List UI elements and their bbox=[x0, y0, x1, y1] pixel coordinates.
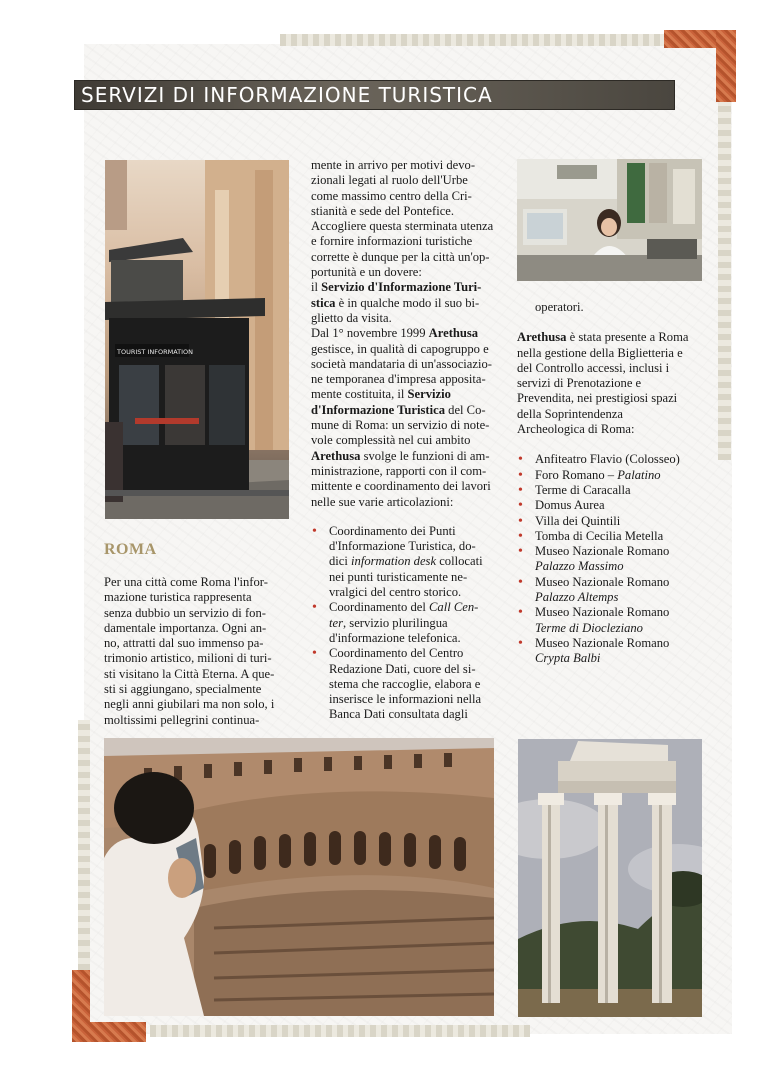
text-line: ne temporanea d'impresa apposita- bbox=[311, 372, 486, 387]
text-line: nei punti turisticamente ne- bbox=[329, 569, 468, 584]
text-line: damentale importanza. Ogni an- bbox=[104, 620, 267, 635]
site-name: Museo Nazionale Romano bbox=[535, 635, 670, 650]
list-item-site bbox=[517, 529, 717, 544]
list-item-site bbox=[517, 514, 717, 529]
text-line: gestisce, in qualità di capogruppo e bbox=[311, 341, 489, 356]
text-line: trimonio artistico, milioni di turi- bbox=[104, 651, 272, 666]
text-line: glietto da visita. bbox=[311, 310, 392, 325]
text-run: collocati bbox=[436, 554, 483, 569]
text-line: no, attratti dal suo immenso pa- bbox=[104, 636, 264, 651]
text-run: svolge le funzioni di am- bbox=[360, 448, 490, 463]
text-run: è stata presente a Roma bbox=[566, 330, 689, 345]
site-name: Museo Nazionale Romano bbox=[535, 574, 670, 589]
text-run: dici bbox=[329, 554, 352, 569]
bold-text: Servizio bbox=[407, 387, 451, 402]
paragraph-service-card bbox=[311, 280, 507, 326]
list-item bbox=[311, 524, 507, 600]
text-line: Coordinamento del Centro bbox=[329, 646, 464, 661]
office-illustration bbox=[517, 159, 702, 281]
italic-text: Call Cen- bbox=[429, 600, 479, 615]
text-line: portunità e un dovere: bbox=[311, 265, 422, 280]
site-name: Villa dei Quintili bbox=[535, 513, 621, 528]
list-item-site bbox=[517, 605, 717, 636]
decorative-band-right bbox=[718, 100, 731, 460]
site-name: Domus Aurea bbox=[535, 498, 605, 513]
text-run: Dal 1° novembre 1999 bbox=[311, 326, 429, 341]
page-title: SERVIZI DI INFORMAZIONE TURISTICA bbox=[81, 83, 493, 107]
site-name: Terme di Caracalla bbox=[535, 482, 631, 497]
text-line: senza dubbio un servizio di fon- bbox=[104, 605, 266, 620]
colosseum-photo bbox=[104, 738, 494, 1016]
text-line: nelle sue varie articolazioni: bbox=[311, 494, 454, 509]
company-name: Arethusa bbox=[428, 326, 479, 341]
column-2-text bbox=[311, 158, 507, 723]
text-line: Redazione Dati, cuore del si- bbox=[329, 661, 476, 676]
site-detail: Palatino bbox=[617, 467, 661, 482]
temple-columns-illustration bbox=[518, 739, 702, 1017]
list-item-site bbox=[517, 468, 717, 483]
bold-text: stica bbox=[311, 295, 336, 310]
kiosk-sign-text: TOURIST INFORMATION bbox=[117, 348, 194, 356]
list-item-site bbox=[517, 636, 717, 667]
list-item-site bbox=[517, 483, 717, 498]
text-line: mittente e coordinamento dei lavori bbox=[311, 479, 491, 494]
text-line: stema che raccoglie, elabora e bbox=[329, 676, 481, 691]
corner-ornament-top-right-vertical bbox=[716, 30, 736, 102]
temple-columns-photo bbox=[518, 739, 702, 1017]
paragraph-arethusa-presence bbox=[517, 330, 717, 437]
coordination-list bbox=[311, 524, 507, 723]
text-line: Archeologica di Roma: bbox=[517, 422, 635, 437]
text-line: Coordinamento dei Punti bbox=[329, 523, 456, 538]
text-line: e fornire informazioni turistiche bbox=[311, 234, 473, 249]
column-3-text bbox=[517, 300, 717, 667]
company-name: Arethusa bbox=[517, 330, 567, 345]
column-1-text bbox=[104, 575, 294, 728]
site-detail: Palazzo Massimo bbox=[535, 559, 624, 574]
list-item-site bbox=[517, 452, 717, 467]
site-name: Foro Romano – bbox=[535, 467, 618, 482]
text-line: della Soprintendenza bbox=[517, 406, 623, 421]
continuation-line bbox=[517, 300, 717, 315]
decorative-band-top bbox=[280, 34, 665, 46]
text-line: vole complessità nel cui ambito bbox=[311, 433, 471, 448]
text-line: inserisce le informazioni nella bbox=[329, 692, 482, 707]
company-name: Arethusa bbox=[311, 448, 361, 463]
text-run: Coordinamento del bbox=[329, 600, 430, 615]
decorative-band-left bbox=[78, 720, 90, 970]
text-run: il bbox=[311, 280, 322, 295]
text-line: moltissimi pellegrini continua- bbox=[104, 712, 260, 727]
tourist-kiosk-illustration bbox=[105, 160, 289, 519]
text-line: Accogliere questa sterminata utenza bbox=[311, 219, 494, 234]
text-line: vralgici del centro storico. bbox=[329, 585, 462, 600]
text-line: Banca Dati consultata dagli bbox=[329, 707, 468, 722]
bold-text: d'Informazione Turistica bbox=[311, 402, 445, 417]
list-item bbox=[311, 646, 507, 722]
text-run: è in qualche modo il suo bi- bbox=[335, 295, 480, 310]
site-detail: Crypta Balbi bbox=[535, 651, 601, 666]
text-line: del Controllo accessi, inclusi i bbox=[517, 360, 670, 375]
text-line: sti si aggiungano, specialmente bbox=[104, 682, 262, 697]
text-line: nella gestione della Biglietteria e bbox=[517, 345, 683, 360]
site-name: Museo Nazionale Romano bbox=[535, 605, 670, 620]
text-line: servizi di Prenotazione e bbox=[517, 376, 642, 391]
tourist-kiosk-photo bbox=[105, 160, 289, 519]
site-name: Tomba di Cecilia Metella bbox=[535, 528, 664, 543]
text-line: ministrazione, rapporti con il com- bbox=[311, 463, 487, 478]
section-heading-roma: ROMA bbox=[104, 541, 157, 558]
paragraph-roma-intro bbox=[104, 575, 294, 728]
text-run: , servizio plurilingua bbox=[343, 615, 448, 630]
paragraph-arethusa-management bbox=[311, 326, 507, 510]
bold-text: Servizio d'Informazione Turi- bbox=[321, 280, 482, 295]
archaeological-sites-list bbox=[517, 452, 717, 666]
list-item-site bbox=[517, 498, 717, 513]
text-line: mazione turistica rappresenta bbox=[104, 590, 252, 605]
text-line: d'informazione telefonica. bbox=[329, 630, 461, 645]
colosseum-illustration bbox=[104, 738, 494, 1016]
site-name: Anfiteatro Flavio (Colosseo) bbox=[535, 452, 680, 467]
text-line: zionali legati al ruolo dell'Urbe bbox=[311, 173, 468, 188]
text-line: società mandataria di un'associazio- bbox=[311, 356, 492, 371]
list-item-site bbox=[517, 544, 717, 575]
information-office-photo bbox=[517, 159, 702, 281]
text-line: Per una città come Roma l'infor- bbox=[104, 575, 268, 589]
text-line: corrette è dunque per la città un'op- bbox=[311, 249, 490, 264]
text-run: del Co- bbox=[445, 402, 486, 417]
italic-text: information desk bbox=[351, 554, 437, 569]
paragraph-pilgrims bbox=[311, 158, 507, 280]
text-line: operatori. bbox=[535, 300, 584, 314]
italic-text: ter bbox=[329, 615, 343, 630]
site-name: Museo Nazionale Romano bbox=[535, 544, 670, 559]
list-item bbox=[311, 600, 507, 646]
site-detail: Terme di Diocleziano bbox=[535, 620, 643, 635]
text-run: mente costituita, il bbox=[311, 387, 408, 402]
text-line: negli anni giubilari ma non solo, i bbox=[104, 697, 275, 712]
text-line: mune di Roma: un servizio di note- bbox=[311, 418, 490, 433]
list-item-site bbox=[517, 575, 717, 606]
decorative-band-bottom bbox=[150, 1025, 530, 1037]
text-line: sti visitano la Città Eterna. A que- bbox=[104, 666, 275, 681]
text-line: mente in arrivo per motivi devo- bbox=[311, 158, 476, 172]
corner-ornament-bottom-left bbox=[72, 1022, 146, 1042]
text-line: Prevendita, nei prestigiosi spazi bbox=[517, 391, 678, 406]
text-line: come massimo centro della Cri- bbox=[311, 188, 472, 203]
site-detail: Palazzo Altemps bbox=[535, 590, 619, 605]
title-bar bbox=[74, 80, 675, 110]
text-line: stianità e sede del Pontefice. bbox=[311, 203, 455, 218]
text-line: d'Informazione Turistica, do- bbox=[329, 539, 476, 554]
